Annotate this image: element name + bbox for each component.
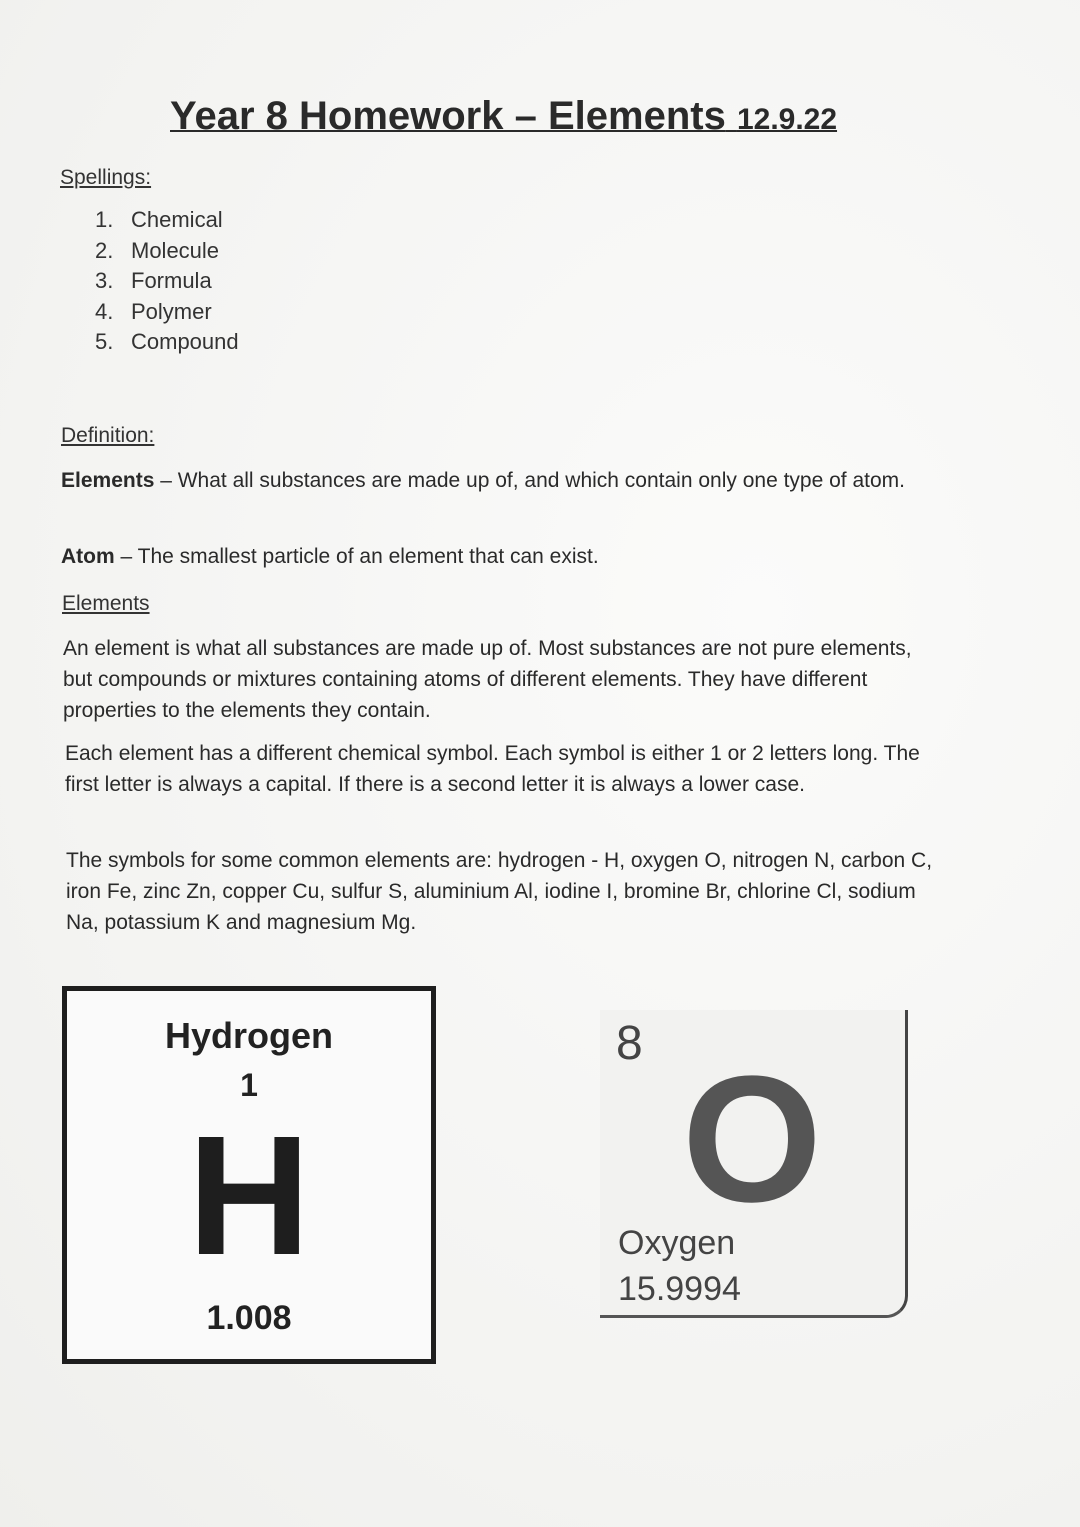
atom-definition bbox=[61, 541, 951, 572]
elements-definition bbox=[61, 465, 951, 496]
elements-definition-text: – What all substances are made up of, and which contain only one type of atom. bbox=[154, 469, 905, 492]
atom-definition-text: – The smallest particle of an element that can exist. bbox=[114, 545, 599, 568]
list-item-word: Chemical bbox=[131, 207, 223, 232]
oxygen-element-card bbox=[600, 1010, 908, 1318]
list-item bbox=[95, 297, 239, 328]
list-item bbox=[95, 327, 239, 358]
spellings-list bbox=[95, 205, 239, 358]
list-item-word: Molecule bbox=[131, 237, 220, 263]
hydrogen-name: Hydrogen bbox=[164, 1015, 333, 1056]
list-item-number: 2. bbox=[95, 237, 114, 263]
title-date: 12.9.22 bbox=[736, 103, 838, 136]
oxygen-atomic-mass: 15.9994 bbox=[618, 1270, 741, 1308]
oxygen-symbol: O bbox=[682, 1039, 823, 1240]
hydrogen-atomic-number: 1 bbox=[240, 1067, 258, 1103]
elements-term: Elements bbox=[61, 469, 155, 492]
list-item-word: Polymer bbox=[131, 298, 212, 324]
hydrogen-element-card bbox=[62, 986, 436, 1364]
definition-heading: Definition: bbox=[61, 424, 155, 447]
list-item-number: 5. bbox=[95, 329, 114, 354]
list-item-number: 1. bbox=[95, 207, 114, 232]
list-item-number: 4. bbox=[95, 298, 114, 324]
hydrogen-symbol: H bbox=[187, 1101, 311, 1291]
page-title bbox=[170, 94, 837, 139]
list-item-word: Formula bbox=[131, 268, 212, 293]
list-item bbox=[95, 236, 239, 267]
elements-paragraph-3: The symbols for some common elements are: hydrogen - H, oxygen O, nitrogen N, carbon C, iron Fe, zinc Zn, copper Cu, sulfur S, aluminium Al, iodine I, bromine Br, chlorine Cl, sodium Na, potassium K and magnesium Mg. bbox=[66, 849, 933, 934]
title-text: Year 8 Homework – Elements bbox=[170, 94, 726, 138]
list-item-word: Compound bbox=[131, 329, 239, 354]
oxygen-atomic-number: 8 bbox=[616, 1017, 643, 1070]
list-item bbox=[95, 266, 239, 297]
elements-heading: Elements bbox=[62, 592, 150, 615]
list-item bbox=[95, 205, 239, 236]
oxygen-name: Oxygen bbox=[618, 1224, 736, 1262]
atom-term: Atom bbox=[61, 545, 115, 568]
spellings-heading: Spellings: bbox=[60, 166, 152, 189]
hydrogen-atomic-mass: 1.008 bbox=[206, 1299, 292, 1337]
elements-paragraph-2: Each element has a different chemical symbol. Each symbol is either 1 or 2 letters long. The first letter is always a capital. If there is a second letter it is always a lower case. bbox=[65, 742, 920, 796]
elements-paragraph-1: An element is what all substances are made up of. Most substances are not pure elements, but compounds or mixtures containing atoms of different elements. They have different properties to the elements they contain. bbox=[63, 637, 912, 722]
list-item-number: 3. bbox=[95, 268, 114, 293]
